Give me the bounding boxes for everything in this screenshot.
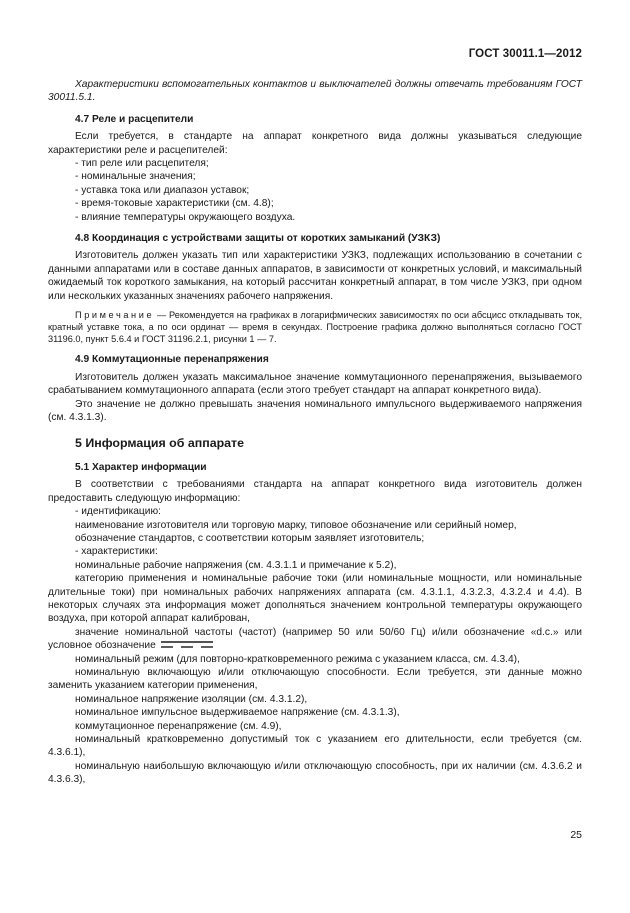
list-item: - уставка тока или диапазон уставок; <box>75 184 250 196</box>
list-item: - влияние температуры окружающего воздуха. <box>75 211 296 223</box>
list-item: номинальный режим (для повторно-кратковременного режима с указанием класса, см. 4.3.4), <box>75 653 520 665</box>
section-4-9-paragraph: Это значение не должно превышать значения номинального импульсного выдерживаемого напряжения (см. 4.3.1.3). <box>48 398 582 424</box>
section-4-9-paragraph: Изготовитель должен указать максимальное значение коммутационного перенапряжения, вызываемого срабатыванием коммутационного аппарата (если этого требует стандарт на аппарат конкретного вида). <box>48 371 582 397</box>
section-4-8-note <box>48 310 582 345</box>
section-5-1-title: 5.1 Характер информации <box>75 461 207 473</box>
note-text: — Рекомендуется на графиках в логарифмических зависимостях по оси абсцисс откладывать ток, кратный уставке тока, а по оси ординат — время в секундах. Построение графика должно выполняться согласно ГОСТ 31196.0, пункт 5.6.4 и ГОСТ 31196.2.1, рисунки 1 — 7. <box>48 310 582 344</box>
frequency-text: значение номинальной частоты (частот) (например 50 или 50/60 Гц) и/или обозначение «d.c.» или условное обозначение <box>48 626 582 652</box>
list-item: номинальное напряжение изоляции (см. 4.3.1.2), <box>75 693 308 705</box>
section-5-title: 5 Информация об аппарате <box>75 435 245 450</box>
section-4-7-title: 4.7 Реле и расцепители <box>75 113 194 125</box>
list-item: номинальную включающую и/или отключающую способности. Если требуется, эти данные можно заменить указанием категории применения, <box>48 667 582 692</box>
list-item: категорию применения и номинальные рабочие токи (или номинальные мощности, или номинальные длительные токи) при номинальных рабочих напряжениях аппарата (см. 4.3.1.1, 4.3.2.3, 4.3.2.4 и 4.4). В некоторых случаях эта информация может дополняться значением контрольной температуры окружающего воздуха, при которой аппарат калиброван, <box>48 573 582 625</box>
list-item: наименование изготовителя или торговую марку, типовое обозначение или серийный номер, <box>75 519 517 531</box>
list-item: номинальную наибольшую включающую и/или отключающую способность, при их наличии (см. 4.3.6.2 и 4.3.6.3), <box>48 760 582 786</box>
list-item: обозначение стандартов, с соответствии которым заявляет изготовитель; <box>75 532 425 544</box>
section-4-8-title: 4.8 Координация с устройствами защиты от коротких замыканий (УЗКЗ) <box>75 233 441 245</box>
list-item: коммутационное перенапряжение (см. 4.9), <box>75 720 282 732</box>
list-item: номинальные рабочие напряжения (см. 4.3.1.1 и примечание к 5.2), <box>75 559 397 571</box>
list-item: номинальное импульсное выдерживаемое напряжение (см. 4.3.1.3), <box>75 707 400 719</box>
list-item: - идентификацию: <box>75 506 161 518</box>
list-item: номинальный кратковременно допустимый ток с указанием его длительности, если требуется (см. 4.3.6.1), <box>48 734 582 759</box>
page-number: 25 <box>570 829 582 841</box>
list-item: - тип реле или расцепителя; <box>75 158 209 170</box>
document-header: ГОСТ 30011.1—2012 <box>468 48 582 60</box>
section-4-9-title: 4.9 Коммутационные перенапряжения <box>75 354 269 366</box>
note-label: Примечание <box>75 310 155 321</box>
intro-paragraph: Характеристики вспомогательных контактов и выключателей должны отвечать требованиям ГОСТ 30011.5.1. <box>48 79 582 104</box>
list-item <box>48 626 582 653</box>
list-item: - номинальные значения; <box>75 171 196 183</box>
list-item: - характеристики: <box>75 546 158 558</box>
page-content <box>48 78 582 787</box>
list-item: - время-токовые характеристики (см. 4.8); <box>75 198 274 210</box>
dc-symbol-icon <box>161 640 213 649</box>
section-4-8-paragraph: Изготовитель должен указать тип или характеристики УЗКЗ, подлежащих использованию в сочетании с данными аппаратами или в составе данных аппаратов, в зависимости от конкретных условий, и максимальный ожидаемый ток короткого замыкания, на который рассчитан конкретный аппарат, в том числе УЗКЗ, при одном или нескольких указанных значениях рабочего напряжения. <box>48 250 582 302</box>
section-5-1-paragraph: В соответствии с требованиями стандарта на аппарат конкретного вида изготовитель должен предоставить следующую информацию: <box>48 479 582 504</box>
section-4-7-paragraph: Если требуется, в стандарте на аппарат конкретного вида должны указываться следующие характеристики реле и расцепителей: <box>48 131 582 156</box>
